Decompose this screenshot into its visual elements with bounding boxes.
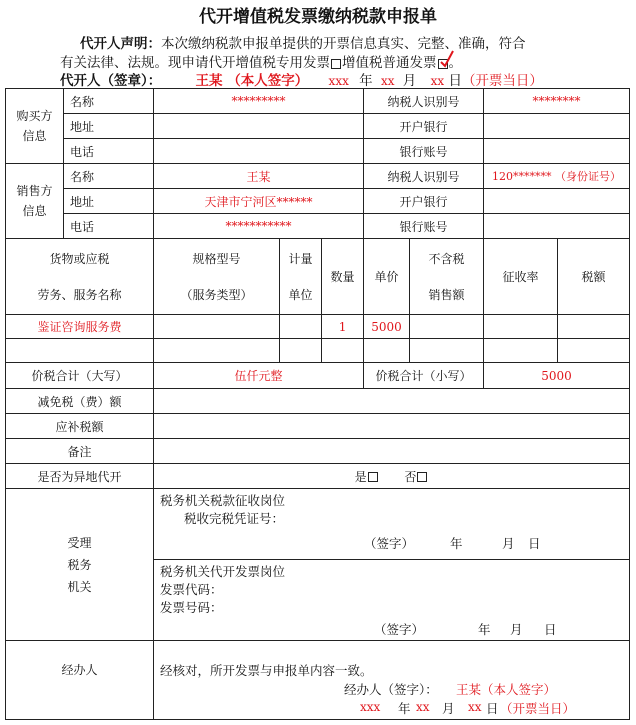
acceptance-row-1 (6, 489, 630, 560)
date-month-label: 月 (402, 73, 417, 89)
seller-phone-label: 电话 (64, 214, 154, 239)
spec-header-2: （服务类型） (180, 287, 253, 302)
remark-value[interactable] (154, 439, 630, 464)
remote-yes-label: 是 (354, 469, 367, 484)
seller-bank-label: 开户银行 (364, 189, 484, 214)
invoice-year-label: 年 (478, 622, 491, 637)
buyer-address-label: 地址 (64, 114, 154, 139)
buyer-row-name (6, 89, 630, 114)
seller-address-value[interactable]: 天津市宁河区****** (154, 189, 364, 214)
rate-header: 征收率 (484, 239, 558, 315)
buyer-row-phone (6, 139, 630, 164)
goods-row-2 (6, 339, 630, 363)
acceptance-label-3: 机关 (67, 579, 92, 594)
buyer-phone-value[interactable] (154, 139, 364, 164)
supplement-row (6, 414, 630, 439)
amount-header-1: 不含税 (428, 251, 465, 266)
total-upper-label: 价税合计（大写） (6, 363, 154, 389)
goods-row-2-unit[interactable] (280, 339, 322, 363)
voucher-label: 税收完税凭证号： (184, 511, 285, 526)
date-year-value: xxx (328, 74, 349, 88)
goods-row-1-tax[interactable] (558, 315, 630, 339)
invoice-month-label: 月 (510, 622, 523, 637)
application-form-table (5, 88, 630, 720)
declaration-line-2 (60, 51, 462, 71)
declaration-special: 增值税普通发票 (342, 55, 437, 71)
total-lower-value[interactable]: 5000 (484, 363, 630, 389)
goods-row-1-amount[interactable] (410, 315, 484, 339)
handler-note: （开票当日） (500, 701, 576, 716)
buyer-phone-label: 电话 (64, 139, 154, 164)
form-title: 代开增值税发票缴纳税款申报单 (199, 7, 437, 27)
seller-row-name (6, 164, 630, 189)
seller-section-label: 销售方信息 (6, 164, 64, 239)
unit-header-2: 单位 (288, 287, 313, 302)
goods-row-2-tax[interactable] (558, 339, 630, 363)
handler-label: 经办人 (6, 641, 154, 720)
handler-month-value: xx (416, 700, 430, 714)
checkmark-icon (439, 50, 455, 68)
collection-post-cell (154, 489, 630, 560)
date-note: （开票当日） (461, 73, 543, 89)
collection-day-label: 日 (528, 536, 541, 551)
normal-invoice-checkbox[interactable] (438, 59, 448, 69)
goods-row-1-price[interactable]: 5000 (364, 315, 410, 339)
remark-label: 备注 (6, 439, 154, 464)
seller-taxid-value[interactable]: 120******* （身份证号） (484, 164, 630, 189)
goods-name-header (6, 239, 154, 315)
seller-address-label: 地址 (64, 189, 154, 214)
acceptance-label-2: 税务 (67, 557, 92, 572)
remote-label: 是否为异地代开 (6, 464, 154, 489)
collection-year-label: 年 (450, 536, 463, 551)
buyer-account-label: 银行账号 (364, 139, 484, 164)
remote-no-label: 否 (404, 469, 417, 484)
signer-value: 王某 （本人签字） (195, 73, 309, 89)
remote-no-checkbox[interactable] (417, 472, 427, 482)
buyer-bank-label: 开户银行 (364, 114, 484, 139)
goods-row-1-unit[interactable] (280, 315, 322, 339)
seller-row-address (6, 189, 630, 214)
buyer-account-value[interactable] (484, 139, 630, 164)
date-year-label: 年 (359, 73, 373, 89)
handler-year-label: 年 (398, 701, 411, 716)
spec-header-1: 规格型号 (192, 251, 241, 266)
declaration-line-1 (80, 32, 526, 52)
handler-cell (154, 641, 630, 720)
declaration-end: 。 (448, 55, 462, 71)
seller-phone-value[interactable]: *********** (154, 214, 364, 239)
buyer-row-address (6, 114, 630, 139)
handler-month-label: 月 (442, 701, 455, 716)
seller-name-value[interactable]: 王某 (154, 164, 364, 189)
supplement-label: 应补税额 (6, 414, 154, 439)
invoice-code-label: 发票代码： (160, 582, 223, 597)
unit-header-1: 计量 (288, 251, 313, 266)
goods-row-1-qty[interactable]: 1 (322, 315, 364, 339)
goods-row-2-qty[interactable] (322, 339, 364, 363)
collection-post-label: 税务机关税款征收岗位 (160, 493, 286, 508)
date-month-value: xx (380, 74, 395, 88)
acceptance-label (6, 489, 154, 641)
handler-sign-label: 经办人（签字）： (344, 682, 438, 697)
seller-row-phone (6, 214, 630, 239)
collection-month-label: 月 (502, 536, 515, 551)
acceptance-label-1: 受理 (67, 535, 92, 550)
goods-header-row (6, 239, 630, 315)
buyer-taxid-value[interactable]: ******** (484, 89, 630, 114)
invoice-post-cell (154, 560, 630, 641)
handler-row (6, 641, 630, 720)
total-upper-value[interactable]: 伍仟元整 (154, 363, 364, 389)
collection-sign-label: （签字） (364, 536, 415, 551)
total-lower-label: 价税合计（小写） (364, 363, 484, 389)
goods-row-2-price[interactable] (364, 339, 410, 363)
amount-header (410, 239, 484, 315)
seller-name-label: 名称 (64, 164, 154, 189)
remote-yes-checkbox[interactable] (368, 472, 378, 482)
signer-label: 代开人（签章）： (60, 73, 162, 89)
handler-day-label: 日 (486, 701, 499, 716)
seller-taxid-label: 纳税人识别号 (364, 164, 484, 189)
buyer-bank-value[interactable] (484, 114, 630, 139)
reduction-value[interactable] (154, 389, 630, 414)
reduction-label: 减免税（费）额 (6, 389, 154, 414)
seller-bank-value[interactable] (484, 189, 630, 214)
signer-line (60, 69, 543, 89)
date-day-label: 日 (448, 73, 462, 89)
declaration-label: 代开人声明： (80, 36, 161, 52)
price-header: 单价 (364, 239, 410, 315)
qty-header: 数量 (322, 239, 364, 315)
handler-sign-value: 王某（本人签字） (456, 682, 557, 697)
tax-header: 税额 (558, 239, 630, 315)
goods-row-2-rate[interactable] (484, 339, 558, 363)
remote-row (6, 464, 630, 489)
seller-account-value[interactable] (484, 214, 630, 239)
invoice-no-label: 发票号码： (160, 600, 223, 615)
buyer-address-value[interactable] (154, 114, 364, 139)
handler-statement: 经核对，所开发票与申报单内容一致。 (160, 663, 373, 678)
unit-header (280, 239, 322, 315)
total-row (6, 363, 630, 389)
buyer-section-label: 购买方信息 (6, 89, 64, 164)
handler-day-value: xx (468, 700, 482, 714)
buyer-name-label: 名称 (64, 89, 154, 114)
goods-row-1-rate[interactable] (484, 315, 558, 339)
declaration-text-1: 本次缴纳税款申报单提供的开票信息真实、完整、准确，符合 (161, 36, 526, 52)
invoice-post-label: 税务机关代开发票岗位 (160, 564, 286, 579)
goods-row-1-spec[interactable] (154, 315, 280, 339)
goods-row-2-spec[interactable] (154, 339, 280, 363)
buyer-name-value[interactable]: ********* (154, 89, 364, 114)
goods-row-2-name[interactable] (6, 339, 154, 363)
goods-name-header-2: 劳务、服务名称 (37, 287, 122, 302)
invoice-day-label: 日 (544, 622, 557, 637)
handler-year-value: xxx (360, 700, 381, 714)
buyer-taxid-label: 纳税人识别号 (364, 89, 484, 114)
reduction-row (6, 389, 630, 414)
remote-options (154, 464, 630, 489)
remark-row (6, 439, 630, 464)
spec-header (154, 239, 280, 315)
special-invoice-checkbox[interactable] (331, 59, 341, 69)
amount-header-2: 销售额 (428, 287, 465, 302)
supplement-value[interactable] (154, 414, 630, 439)
goods-name-header-1: 货物或应税 (49, 251, 110, 266)
goods-row-1 (6, 315, 630, 339)
invoice-sign-label: （签字） (374, 622, 425, 637)
goods-row-2-amount[interactable] (410, 339, 484, 363)
declaration-text-2: 有关法律、法规。现申请代开增值税专用发票 (60, 55, 330, 71)
goods-row-1-name[interactable]: 鉴证咨询服务费 (6, 315, 154, 339)
seller-account-label: 银行账号 (364, 214, 484, 239)
date-day-value: xx (430, 74, 445, 88)
